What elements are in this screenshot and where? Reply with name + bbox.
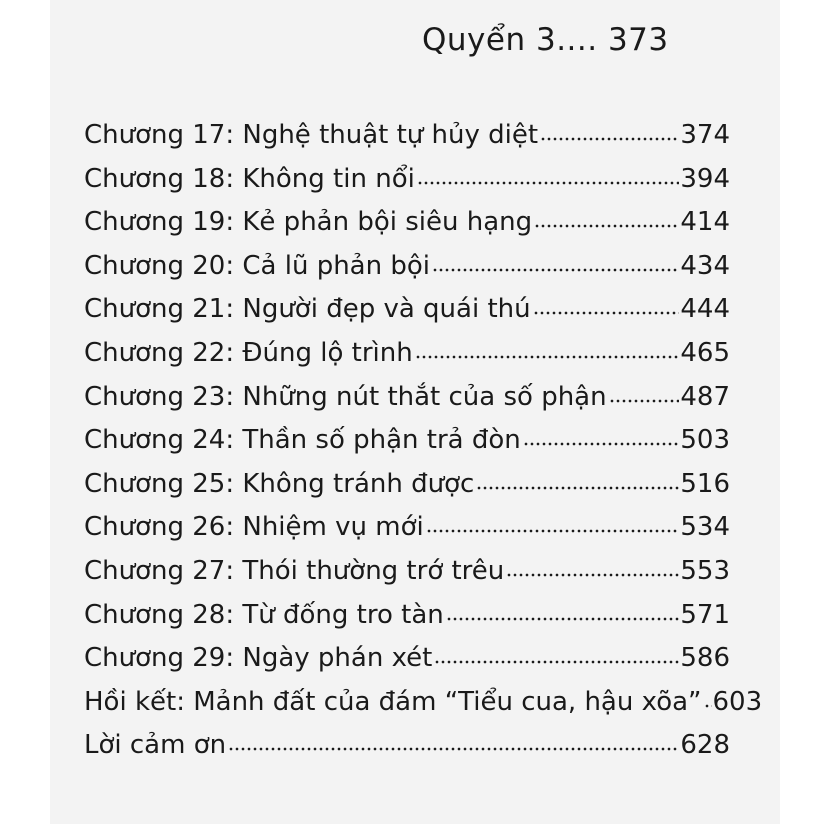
toc-entry-label: Chương 22: Đúng lộ trình — [84, 337, 413, 368]
toc-entry — [84, 724, 730, 768]
toc-entry — [84, 419, 730, 463]
toc-entry-label: Chương 20: Cả lũ phản bội — [84, 250, 430, 281]
toc-entry — [84, 550, 730, 594]
toc-entry-page: 534 — [680, 512, 730, 543]
toc-entry-label: Chương 29: Ngày phán xét — [84, 643, 433, 674]
toc-entry — [84, 158, 730, 202]
toc-entry — [84, 681, 763, 725]
dot-leader — [446, 617, 680, 621]
toc-entry-page: 394 — [680, 163, 730, 194]
toc-entry-label: Chương 26: Nhiệm vụ mới — [84, 512, 424, 543]
dot-leader — [426, 529, 680, 533]
toc-entry-page: 465 — [680, 337, 730, 368]
toc-entry-label: Chương 24: Thần số phận trả đòn — [84, 425, 521, 456]
volume-title: Quyển 3.... 373 — [422, 22, 669, 58]
table-of-contents — [84, 114, 763, 768]
toc-entry — [84, 114, 730, 158]
toc-entry-label: Chương 19: Kẻ phản bội siêu hạng — [84, 207, 533, 238]
toc-entry-label: Chương 27: Thói thường trớ trêu — [84, 555, 505, 586]
toc-entry-label: Hồi kết: Mảnh đất của đám “Tiểu cua, hậu xõa” — [84, 686, 702, 717]
toc-entry — [84, 201, 730, 245]
toc-entry-label: Chương 17: Nghệ thuật tự hủy diệt — [84, 120, 539, 150]
dot-leader — [415, 355, 680, 359]
dot-leader — [228, 747, 679, 751]
toc-entry-label: Chương 25: Không tránh được — [84, 468, 475, 499]
toc-entry-page: 516 — [680, 468, 730, 499]
toc-entry — [84, 463, 730, 507]
toc-entry-page: 503 — [680, 425, 730, 456]
toc-entry — [84, 506, 730, 550]
toc-entry-page: 571 — [680, 599, 730, 630]
toc-entry-page: 487 — [680, 381, 730, 412]
toc-entry-page: 603 — [712, 686, 763, 717]
toc-entry — [84, 245, 730, 289]
toc-entry-page: 444 — [680, 294, 730, 325]
dot-leader — [534, 224, 679, 228]
toc-entry-page: 414 — [680, 207, 730, 238]
dot-leader — [533, 311, 680, 315]
toc-entry-page: 374 — [680, 120, 730, 150]
dot-leader — [434, 660, 679, 664]
dot-leader — [540, 137, 679, 141]
dot-leader — [704, 704, 712, 708]
toc-entry-page: 628 — [680, 730, 730, 761]
toc-entry-page: 586 — [680, 643, 730, 674]
toc-entry-label: Chương 23: Những nút thắt của số phận — [84, 381, 607, 412]
toc-entry-page: 553 — [680, 555, 730, 586]
toc-entry — [84, 332, 730, 376]
book-page — [50, 0, 780, 824]
toc-entry — [84, 376, 730, 420]
toc-entry — [84, 594, 730, 638]
dot-leader — [506, 573, 679, 577]
dot-leader — [476, 486, 679, 490]
toc-entry-label: Chương 28: Từ đống tro tàn — [84, 599, 444, 630]
toc-entry — [84, 637, 730, 681]
toc-entry-label: Lời cảm ơn — [84, 730, 227, 761]
dot-leader — [417, 181, 680, 185]
toc-entry-label: Chương 21: Người đẹp và quái thú — [84, 294, 531, 325]
toc-entry-page: 434 — [680, 250, 730, 281]
dot-leader — [523, 442, 680, 446]
dot-leader — [609, 399, 680, 403]
toc-entry — [84, 288, 730, 332]
toc-entry-label: Chương 18: Không tin nổi — [84, 163, 415, 194]
dot-leader — [432, 268, 679, 272]
